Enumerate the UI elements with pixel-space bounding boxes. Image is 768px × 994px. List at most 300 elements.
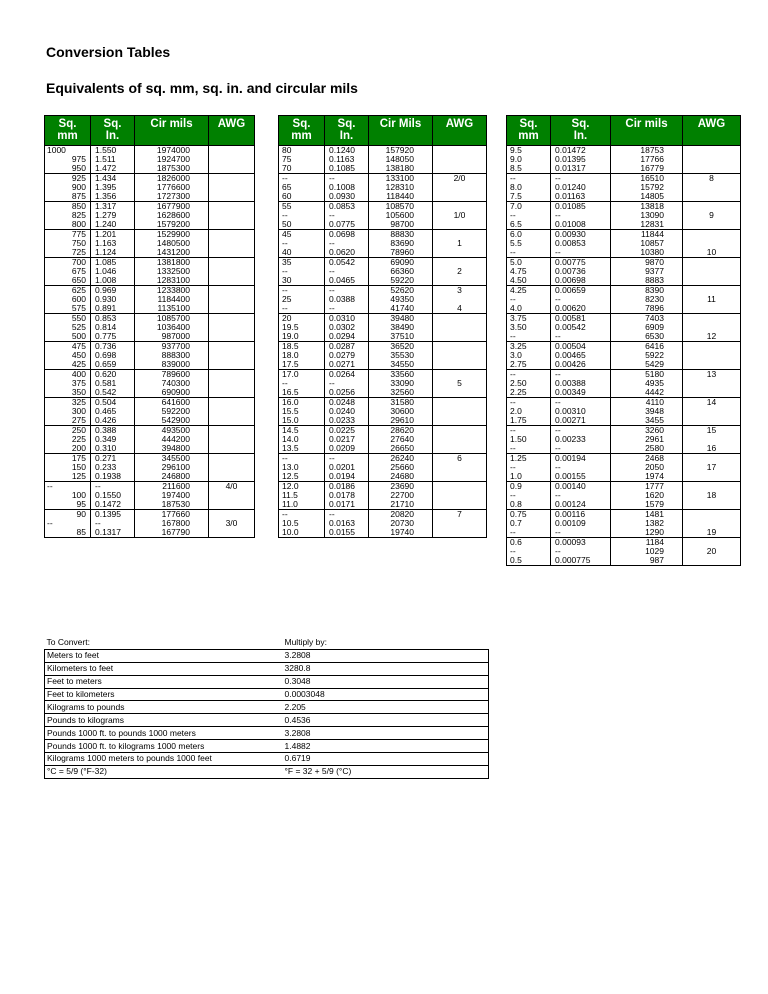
cell-sq-in (551, 370, 611, 398)
table-row (507, 510, 741, 538)
cell-sq-mm (507, 314, 551, 342)
cell-value: -- (555, 247, 561, 257)
cell-value: 19740 (390, 527, 414, 537)
cell-value (683, 407, 740, 416)
cell-value: 105600 (385, 210, 414, 220)
cell-value (209, 323, 254, 332)
cell-value: 0.5 (510, 555, 522, 565)
conversion-factor: 0.4536 (283, 714, 489, 727)
cell-sq-mm (45, 370, 91, 398)
header-awg: AWG (209, 116, 255, 146)
cell-value: 1875300 (156, 163, 190, 173)
cell-value: 31580 (390, 398, 414, 407)
conversion-row (45, 662, 489, 675)
cell-value: 275 (71, 415, 86, 425)
cell-value: 13090 (640, 210, 664, 220)
to-convert-header: To Convert: (45, 637, 283, 649)
cell-value: -- (282, 378, 288, 388)
cell-value: 9377 (645, 266, 664, 276)
cell-sq-in (325, 454, 369, 482)
cell-awg (433, 398, 487, 426)
cell-awg (209, 202, 255, 230)
cell-cir-mils (611, 258, 683, 286)
cell-value (209, 463, 254, 472)
cell-value: 1233800 (156, 286, 190, 295)
cell-value: -- (510, 398, 516, 407)
conversion-factor: 2.205 (283, 701, 489, 714)
cell-value: 1.472 (95, 163, 117, 173)
cell-value: 16.0 (282, 398, 299, 407)
cell-value: 5 (457, 378, 462, 388)
cell-value: -- (329, 210, 335, 220)
cell-value: 69090 (390, 258, 414, 267)
cell-value: 0.0201 (329, 462, 355, 472)
cell-value (209, 454, 254, 463)
header-awg: AWG (433, 116, 487, 146)
cell-sq-mm (507, 146, 551, 174)
cell-value (433, 519, 486, 528)
cell-value: 1776600 (156, 182, 190, 192)
table-row (279, 370, 487, 398)
cell-value: 125 (71, 471, 86, 481)
cell-sq-mm (507, 482, 551, 510)
cell-sq-mm (507, 230, 551, 258)
cell-value: 55 (282, 202, 292, 211)
conversion-row (45, 765, 489, 778)
cell-value: 0.0171 (329, 499, 355, 509)
conversion-row (45, 688, 489, 701)
cell-value: -- (555, 490, 561, 500)
cell-sq-mm (279, 426, 325, 454)
cell-value: 22700 (390, 490, 414, 500)
conversion-label: Pounds to kilograms (45, 714, 283, 727)
page-title: Conversion Tables (46, 44, 171, 60)
cell-value: 0.0186 (329, 482, 355, 491)
cell-value: 95 (76, 499, 86, 509)
cell-value: 12.5 (282, 471, 299, 481)
cell-value: 0.00736 (555, 266, 586, 276)
cell-value: 1.279 (95, 210, 117, 220)
cell-value: 1029 (645, 546, 664, 556)
table-row (507, 146, 741, 174)
cell-value: 0.1395 (95, 510, 121, 519)
conversion-label: Kilometers to feet (45, 662, 283, 675)
cell-value: 1727300 (156, 191, 190, 201)
cell-value (209, 472, 254, 481)
cell-value: 0.349 (95, 434, 117, 444)
cell-value: 3.0 (510, 350, 522, 360)
table-row (279, 258, 487, 286)
cell-value (683, 360, 740, 369)
cell-value: 4/0 (225, 482, 238, 491)
cell-value: 888300 (161, 350, 190, 360)
cell-value: 1677900 (156, 202, 190, 211)
cell-value: 4.75 (510, 266, 527, 276)
cell-value: 12.0 (282, 482, 299, 491)
cell-cir-mils (135, 314, 209, 342)
table-row (507, 538, 741, 566)
cell-value: -- (555, 546, 561, 556)
cell-value: 8230 (645, 294, 664, 304)
cell-value: 133100 (385, 174, 414, 183)
cell-awg (683, 314, 741, 342)
cell-value: 14 (706, 398, 717, 407)
cell-value: 0.930 (95, 294, 117, 304)
cell-cir-mils (135, 230, 209, 258)
cell-sq-mm (279, 342, 325, 370)
header-sq-in: Sq. In. (551, 116, 611, 146)
cell-value: 0.00093 (555, 538, 586, 547)
table-row (45, 426, 255, 454)
cell-sq-in (91, 286, 135, 314)
cell-value: 500 (71, 331, 86, 341)
table-row (45, 258, 255, 286)
cell-value: 11.0 (282, 499, 298, 509)
cell-value: 187530 (161, 499, 190, 509)
cell-sq-mm (279, 454, 325, 482)
cell-value: 987 (649, 555, 664, 565)
cell-cir-mils (369, 146, 433, 174)
cell-value (683, 323, 740, 332)
cell-value: 1529900 (156, 230, 190, 239)
cell-value: 11.5 (282, 490, 298, 500)
conversion-factor: 3280.8 (283, 662, 489, 675)
cell-value (209, 304, 254, 313)
cell-value: 13.5 (282, 443, 299, 453)
cell-value: -- (282, 303, 288, 313)
cell-value: 11844 (640, 230, 664, 239)
cell-value (209, 342, 254, 351)
cell-value (209, 202, 254, 211)
cell-value: 925 (71, 174, 86, 183)
cell-sq-in (91, 482, 135, 510)
cell-value: 789600 (161, 370, 190, 379)
cell-value (209, 267, 254, 276)
table-medium-sizes (278, 115, 487, 538)
cell-value: 3 (457, 286, 462, 295)
cell-value: -- (47, 518, 53, 528)
cell-awg (209, 146, 255, 174)
cell-value: 17 (706, 462, 717, 472)
cell-value: 8.5 (510, 163, 522, 173)
cell-value (683, 192, 740, 201)
cell-value: 5180 (645, 370, 664, 379)
cell-value: 0.659 (95, 359, 117, 369)
cell-value (683, 454, 740, 463)
cell-value: 475 (71, 342, 86, 351)
cell-value: 1 (457, 238, 462, 248)
cell-cir-mils (135, 342, 209, 370)
cell-value: 0.0217 (329, 434, 355, 444)
cell-cir-mils (135, 202, 209, 230)
cell-value (683, 482, 740, 491)
cell-sq-mm (279, 174, 325, 202)
table-row (507, 258, 741, 286)
conversion-label: Feet to kilometers (45, 688, 283, 701)
cell-value: 0.0209 (329, 443, 355, 453)
table-row (279, 342, 487, 370)
cell-value (209, 314, 254, 323)
cell-value: -- (510, 443, 516, 453)
cell-value (209, 230, 254, 239)
cell-value: 0.542 (95, 387, 117, 397)
cell-value: 98700 (390, 219, 414, 229)
cell-value: 12831 (640, 219, 664, 229)
cell-sq-in (91, 342, 135, 370)
cell-value: -- (329, 238, 335, 248)
cell-sq-mm (279, 146, 325, 174)
cell-value: 775 (71, 230, 86, 239)
cell-value: 1290 (645, 527, 664, 537)
cell-value: 49350 (390, 294, 414, 304)
cell-value: 950 (71, 163, 86, 173)
cell-value (683, 538, 740, 547)
cell-value (209, 510, 254, 519)
cell-value: -- (510, 546, 516, 556)
cell-value: 0.00853 (555, 238, 586, 248)
cell-awg (209, 258, 255, 286)
cell-sq-in (91, 174, 135, 202)
cell-cir-mils (611, 426, 683, 454)
cell-value (683, 519, 740, 528)
cell-value (209, 500, 254, 509)
cell-value: 85 (76, 527, 86, 537)
cell-awg (433, 174, 487, 202)
cell-value: 0.00155 (555, 471, 586, 481)
cell-value (433, 192, 486, 201)
cell-value: 0.0264 (329, 370, 355, 379)
table-row (45, 174, 255, 202)
cell-value: -- (329, 454, 335, 463)
cell-value (433, 500, 486, 509)
cell-value: 400 (71, 370, 86, 379)
cell-sq-in (325, 146, 369, 174)
cell-value: 600 (71, 294, 86, 304)
cell-value: 8.0 (510, 182, 522, 192)
cell-value: 175 (71, 454, 86, 463)
cell-cir-mils (611, 314, 683, 342)
cell-value: -- (329, 174, 335, 183)
cell-sq-mm (45, 510, 91, 538)
cell-value: 0.0233 (329, 415, 355, 425)
cell-awg (683, 202, 741, 230)
cell-awg (433, 510, 487, 538)
cell-cir-mils (611, 286, 683, 314)
cell-value: 1.008 (95, 275, 117, 285)
cell-value: 60 (282, 191, 292, 201)
cell-value: 9870 (645, 258, 664, 267)
cell-value: 250 (71, 426, 86, 435)
header-sq-in: Sq. In. (91, 116, 135, 146)
cell-value: -- (555, 174, 561, 183)
cell-value (209, 220, 254, 229)
cell-value: -- (555, 462, 561, 472)
cell-value (683, 258, 740, 267)
cell-value: 0.1938 (95, 471, 121, 481)
cell-sq-in (551, 426, 611, 454)
cell-value: 225 (71, 434, 86, 444)
table-row (507, 482, 741, 510)
cell-value: 65 (282, 182, 292, 192)
table-small-sizes (506, 115, 741, 566)
cell-awg (433, 426, 487, 454)
conversion-label: °C = 5/9 (°F-32) (45, 765, 283, 778)
cell-value (433, 146, 486, 155)
cell-value: 542900 (161, 415, 190, 425)
cell-value: 27640 (390, 434, 414, 444)
cell-value: 0.0853 (329, 202, 355, 211)
cell-value: 4.50 (510, 275, 527, 285)
cell-value: 20 (282, 314, 292, 323)
cell-value (433, 332, 486, 341)
header-sq-in: Sq. In. (325, 116, 369, 146)
cell-value: -- (329, 303, 335, 313)
header-awg: AWG (683, 116, 741, 146)
cell-value (683, 276, 740, 285)
cell-value: 41740 (390, 303, 414, 313)
cell-sq-mm (45, 342, 91, 370)
cell-value: 7.0 (510, 202, 522, 211)
cell-value: 1/0 (453, 210, 466, 220)
cell-value: 2/0 (453, 174, 466, 183)
cell-sq-mm (279, 482, 325, 510)
cell-value: 1000 (47, 146, 66, 155)
cell-value: 1135100 (157, 303, 190, 313)
cell-value: 987000 (161, 331, 190, 341)
page-subtitle: Equivalents of sq. mm, sq. in. and circular mils (46, 80, 358, 96)
cell-value: 4 (457, 303, 462, 313)
cell-value: 0.0930 (329, 191, 355, 201)
cell-cir-mils (135, 398, 209, 426)
cell-awg (683, 398, 741, 426)
cell-cir-mils (135, 286, 209, 314)
cell-value (683, 500, 740, 509)
cell-value: -- (510, 527, 516, 537)
cell-cir-mils (369, 482, 433, 510)
cell-value: 0.00426 (555, 359, 586, 369)
cell-value: -- (555, 398, 561, 407)
cell-sq-in (91, 146, 135, 174)
cell-value: 0.00775 (555, 258, 586, 267)
table-row (507, 230, 741, 258)
cell-value (209, 258, 254, 267)
cell-value: 15.5 (282, 406, 299, 416)
cell-sq-in (325, 230, 369, 258)
cell-sq-mm (507, 454, 551, 482)
table-row (45, 286, 255, 314)
cell-value: 690900 (161, 387, 190, 397)
cell-value (683, 314, 740, 323)
cell-value (433, 220, 486, 229)
cell-value: 937700 (161, 342, 190, 351)
cell-value: 0.00310 (555, 406, 586, 416)
cell-cir-mils (611, 202, 683, 230)
cell-value: 1.75 (510, 415, 527, 425)
cell-value: 0.00349 (555, 387, 586, 397)
cell-value: 0.0542 (329, 258, 355, 267)
cell-value (433, 351, 486, 360)
cell-value: 1924700 (156, 154, 190, 164)
cell-cir-mils (369, 286, 433, 314)
cell-value: 88830 (390, 230, 414, 239)
cell-value: 1184 (645, 538, 664, 547)
cell-value (683, 267, 740, 276)
cell-value: 100 (71, 490, 86, 500)
cell-value: 1.124 (95, 247, 117, 257)
conversion-label: Kilograms to pounds (45, 701, 283, 714)
table-row (507, 314, 741, 342)
cell-value: 18.0 (282, 350, 299, 360)
cell-awg (209, 370, 255, 398)
cell-value: 0.0698 (329, 230, 355, 239)
cell-value (683, 220, 740, 229)
cell-value: 13818 (640, 202, 664, 211)
cell-value: 246800 (161, 471, 190, 481)
cell-sq-in (551, 146, 611, 174)
cell-value: 1.511 (95, 154, 116, 164)
cell-value: 15 (706, 426, 717, 435)
cell-value: 1481 (645, 510, 664, 519)
conversion-factor: 1.4882 (283, 740, 489, 753)
header-cir-mils: Cir mils (611, 116, 683, 146)
cell-value: 26240 (390, 454, 414, 463)
multiply-by-header: Multiply by: (283, 637, 489, 649)
cell-value (683, 510, 740, 519)
table-row (507, 174, 741, 202)
cell-value (433, 444, 486, 453)
cell-value: 0.00388 (555, 378, 586, 388)
cell-cir-mils (369, 202, 433, 230)
table-header-row (507, 116, 741, 146)
cell-sq-in (551, 342, 611, 370)
cell-value (209, 332, 254, 341)
cell-value: 11 (707, 294, 716, 304)
cell-value: 157920 (385, 146, 414, 155)
cell-value: 2 (457, 266, 462, 276)
cell-value: 0.00542 (555, 322, 586, 332)
cell-value: 80 (282, 146, 292, 155)
cell-cir-mils (369, 230, 433, 258)
cell-value (433, 426, 486, 435)
cell-value: 0.00504 (555, 342, 586, 351)
conversion-row (45, 675, 489, 688)
cell-value: -- (555, 527, 561, 537)
table-row (45, 146, 255, 174)
cell-value (433, 416, 486, 425)
cell-value: 0.00271 (555, 415, 586, 425)
cell-value: 24680 (390, 471, 414, 481)
cell-value (433, 248, 486, 257)
cell-value: 525 (71, 322, 86, 332)
cell-value: 1.550 (95, 146, 117, 155)
cell-value: 0.0388 (329, 294, 355, 304)
conversion-factor: 0.0003048 (283, 688, 489, 701)
cell-value (683, 379, 740, 388)
cell-value: 18 (706, 490, 717, 500)
cell-value: -- (47, 482, 53, 491)
cell-value: 325 (71, 398, 86, 407)
cell-sq-in (325, 314, 369, 342)
cell-value: 0.9 (510, 482, 522, 491)
cell-cir-mils (135, 510, 209, 538)
cell-value: 825 (71, 210, 86, 220)
cell-value (433, 258, 486, 267)
table-row (507, 342, 741, 370)
cell-value: 0.1163 (329, 154, 355, 164)
cell-value: 0.1085 (329, 163, 355, 173)
conversion-factor: °F = 32 + 5/9 (°C) (283, 765, 489, 778)
cell-value (209, 528, 254, 537)
